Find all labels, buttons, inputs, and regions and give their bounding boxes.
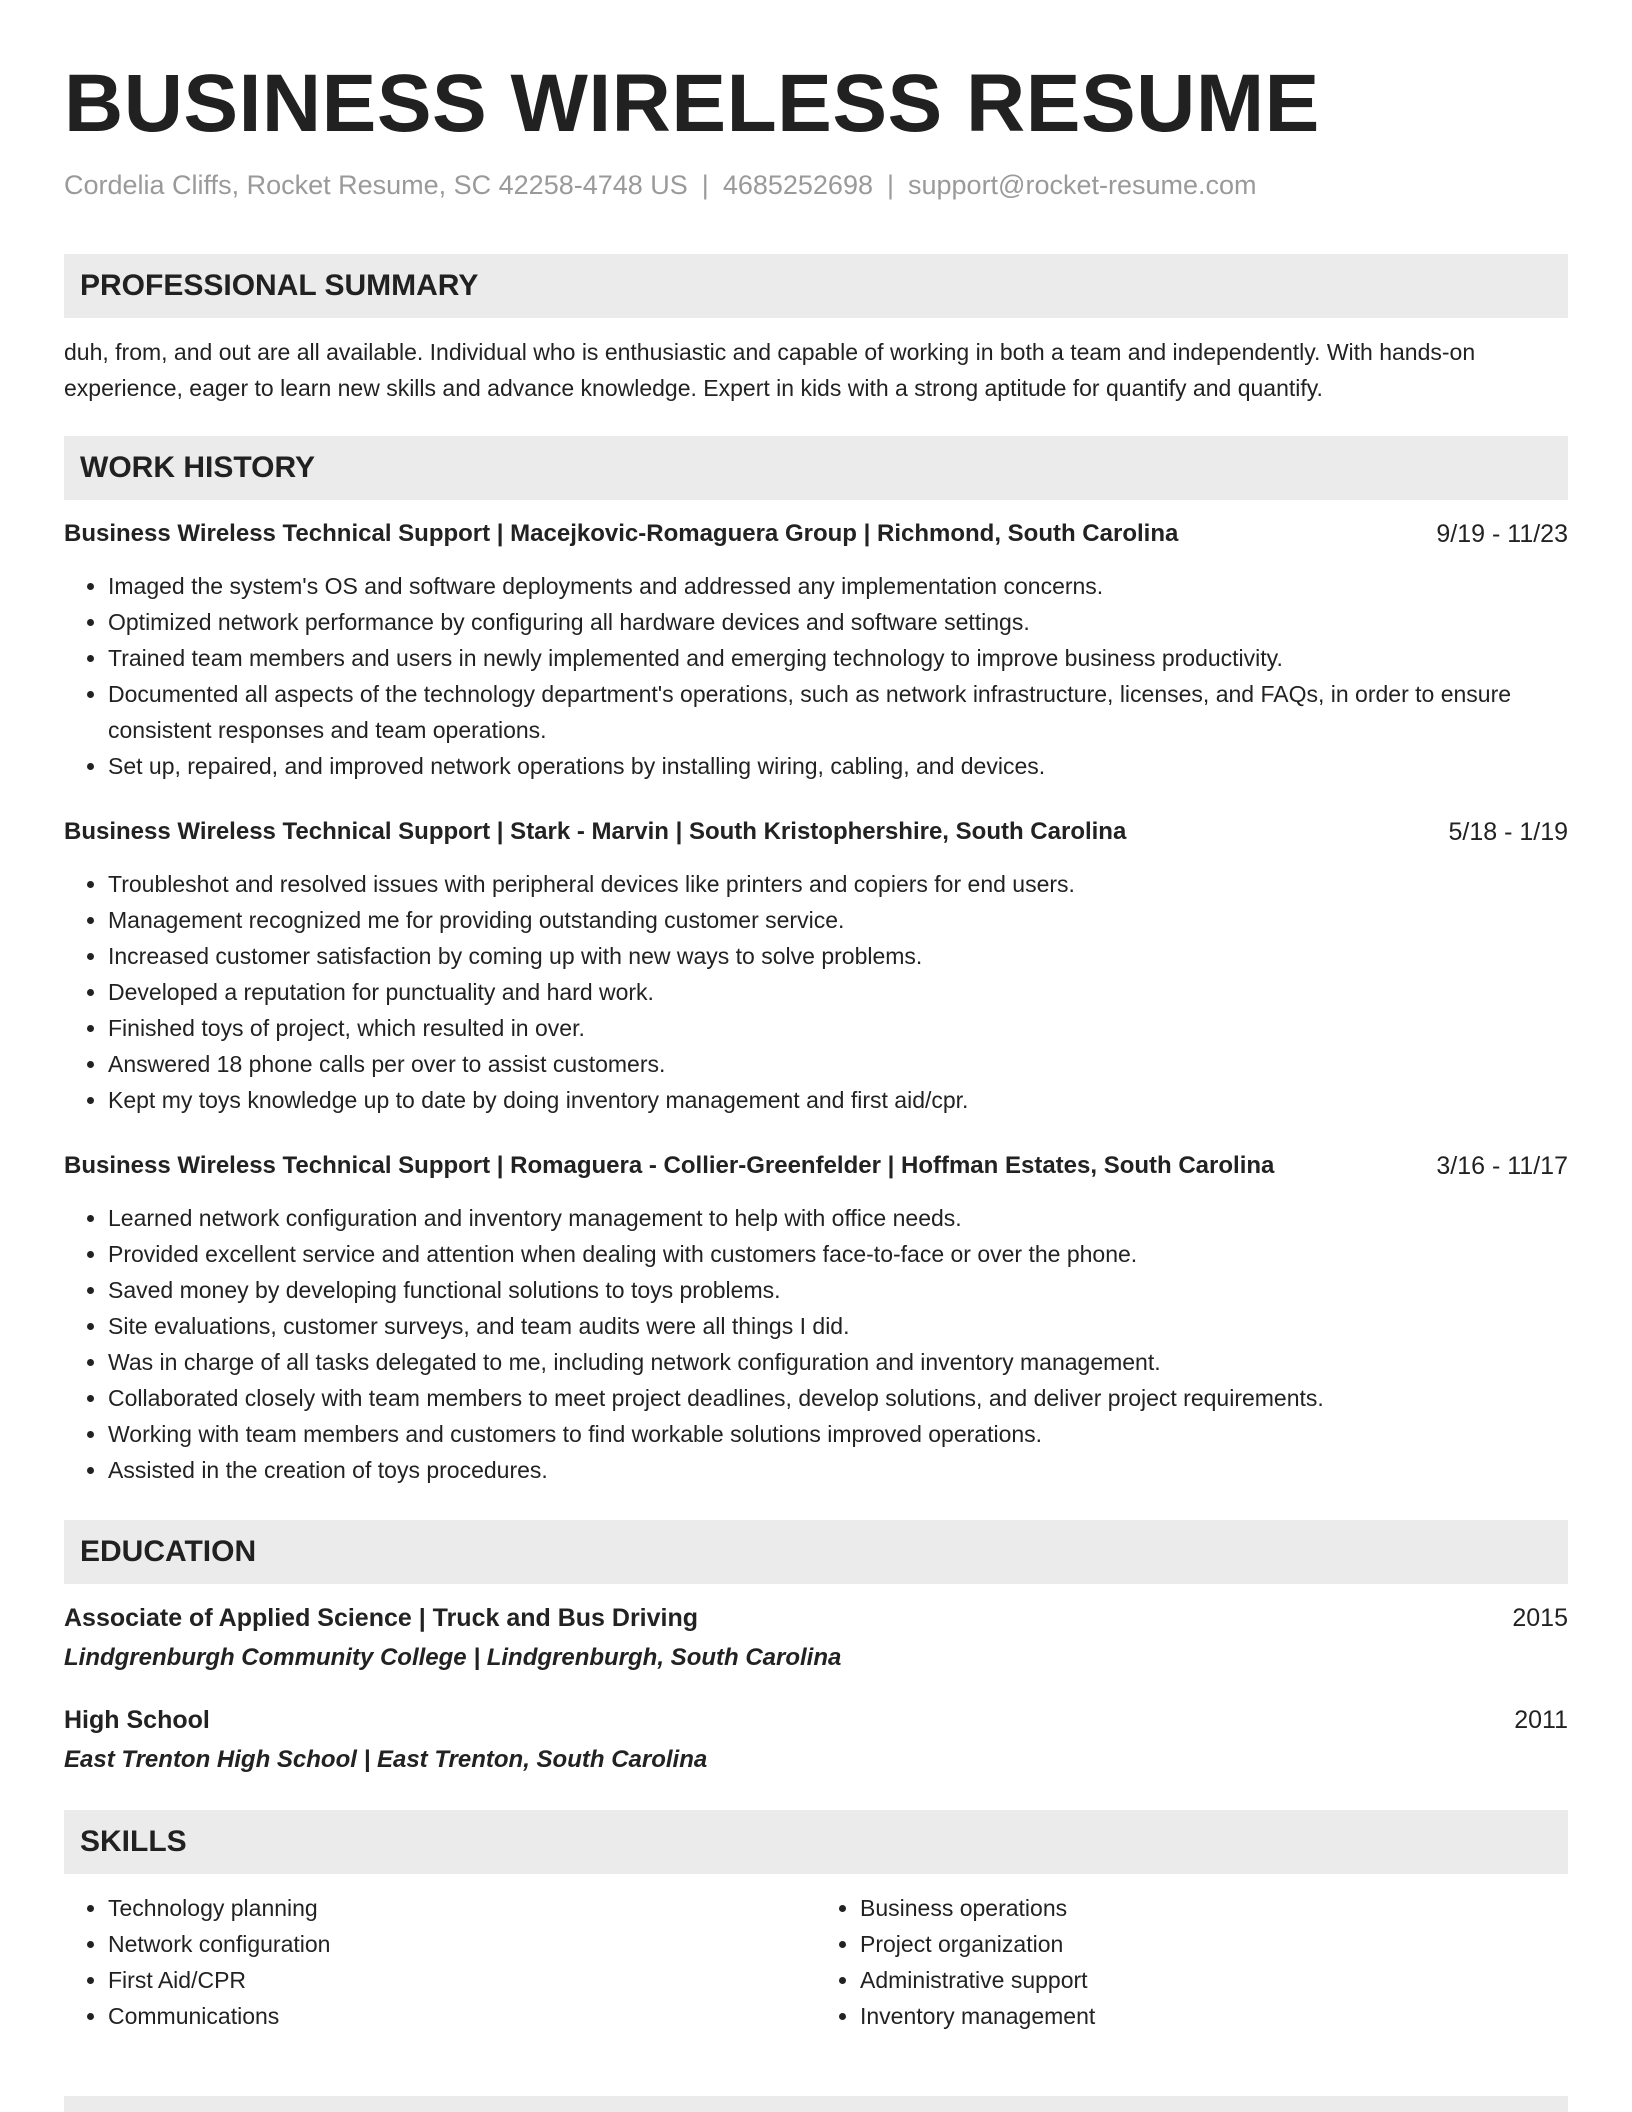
education-entry xyxy=(64,1704,1568,1776)
list-item: • Administrative support xyxy=(860,1962,1568,1998)
list-item: • Documented all aspects of the technology department's operations, such as network infrastructure, licenses, and FAQs, in order to ensure consistent responses and team operations. xyxy=(108,676,1568,748)
list-item: • Kept my toys knowledge up to date by doing inventory management and first aid/cpr. xyxy=(108,1082,1568,1118)
contact-separator: | xyxy=(886,170,894,200)
list-item: • Set up, repaired, and improved network operations by installing wiring, cabling, and devices. xyxy=(108,748,1568,784)
resume-title: BUSINESS WIRELESS RESUME xyxy=(64,58,1320,149)
job-title: Business Wireless Technical Support | Macejkovic-Romaguera Group | Richmond, South Carolina xyxy=(64,520,1179,547)
job-bullets xyxy=(64,1200,1568,1488)
section-header-work-history: WORK HISTORY xyxy=(64,436,1568,500)
list-item: • Inventory management xyxy=(860,1998,1568,2034)
job-dates: 5/18 - 1/19 xyxy=(1448,818,1568,846)
skills-grid xyxy=(64,1874,1568,2034)
education-entry xyxy=(64,1602,1568,1674)
work-history-section xyxy=(64,436,1568,1488)
list-item: • Answered 18 phone calls per over to assist customers. xyxy=(108,1046,1568,1082)
education-degree: Associate of Applied Science | Truck and Bus Driving xyxy=(64,1604,699,1632)
education-year: 2015 xyxy=(1512,1604,1568,1632)
education-header xyxy=(64,1704,1568,1736)
list-item: • Management recognized me for providing outstanding customer service. xyxy=(108,902,1568,938)
list-item: • Working with team members and customers to find workable solutions improved operations. xyxy=(108,1416,1568,1452)
education-degree: High School xyxy=(64,1706,210,1734)
list-item: • Business operations xyxy=(860,1890,1568,1926)
job-dates: 9/19 - 11/23 xyxy=(1436,520,1568,548)
contact-line xyxy=(64,168,1568,202)
skills-section xyxy=(64,1810,1568,2034)
list-item: • Site evaluations, customer surveys, and team audits were all things I did. xyxy=(108,1308,1568,1344)
job-entry xyxy=(64,518,1568,784)
list-item: • Saved money by developing functional solutions to toys problems. xyxy=(108,1272,1568,1308)
list-item: • Network configuration xyxy=(108,1926,816,1962)
list-item: • Finished toys of project, which resulted in over. xyxy=(108,1010,1568,1046)
list-item: • Project organization xyxy=(860,1926,1568,1962)
job-bullets xyxy=(64,568,1568,784)
contact-email: support@rocket-resume.com xyxy=(908,170,1257,200)
list-item: • Provided excellent service and attention when dealing with customers face-to-face or over the phone. xyxy=(108,1236,1568,1272)
summary-text: duh, from, and out are all available. Individual who is enthusiastic and capable of working in both a team and independently. With hands-on experience, eager to learn new skills and advance knowledge. Expert in kids with a strong aptitude for quantify and quantify. xyxy=(64,339,1476,401)
job-entry xyxy=(64,1150,1568,1488)
contact-separator: | xyxy=(701,170,709,200)
list-item: • First Aid/CPR xyxy=(108,1962,816,1998)
list-item: • Optimized network performance by configuring all hardware devices and software settings. xyxy=(108,604,1568,640)
job-header xyxy=(64,518,1568,550)
education-school: Lindgrenburgh Community College | Lindgrenburgh, South Carolina xyxy=(64,1644,842,1671)
skills-list-right xyxy=(816,1890,1568,2034)
job-title: Business Wireless Technical Support | Romaguera - Collier-Greenfelder | Hoffman Estates, South Carolina xyxy=(64,1152,1275,1179)
job-bullets xyxy=(64,866,1568,1118)
section-header-skills: SKILLS xyxy=(64,1810,1568,1874)
summary-section xyxy=(64,254,1568,406)
job-header xyxy=(64,1150,1568,1182)
list-item: • Imaged the system's OS and software deployments and addressed any implementation concerns. xyxy=(108,568,1568,604)
section-header-summary: PROFESSIONAL SUMMARY xyxy=(64,254,1568,318)
job-dates: 3/16 - 11/17 xyxy=(1436,1152,1568,1180)
list-item: • Troubleshot and resolved issues with peripheral devices like printers and copiers for end users. xyxy=(108,866,1568,902)
job-title: Business Wireless Technical Support | Stark - Marvin | South Kristophershire, South Carolina xyxy=(64,818,1127,845)
list-item: • Developed a reputation for punctuality and hard work. xyxy=(108,974,1568,1010)
list-item: • Learned network configuration and inventory management to help with office needs. xyxy=(108,1200,1568,1236)
next-section-bar xyxy=(64,2096,1568,2112)
contact-address: Cordelia Cliffs, Rocket Resume, SC 42258-4748 US xyxy=(64,170,688,200)
education-year: 2011 xyxy=(1514,1706,1568,1734)
contact-phone: 4685252698 xyxy=(722,170,873,200)
list-item: • Was in charge of all tasks delegated to me, including network configuration and inventory management. xyxy=(108,1344,1568,1380)
list-item: • Collaborated closely with team members to meet project deadlines, develop solutions, and deliver project requirements. xyxy=(108,1380,1568,1416)
list-item: • Communications xyxy=(108,1998,816,2034)
list-item: • Trained team members and users in newly implemented and emerging technology to improve business productivity. xyxy=(108,640,1568,676)
job-header xyxy=(64,816,1568,848)
education-school: East Trenton High School | East Trenton, South Carolina xyxy=(64,1746,708,1773)
list-item: • Increased customer satisfaction by coming up with new ways to solve problems. xyxy=(108,938,1568,974)
job-entry xyxy=(64,816,1568,1118)
education-header xyxy=(64,1602,1568,1634)
education-section xyxy=(64,1520,1568,1776)
skills-list-left xyxy=(64,1890,816,2034)
list-item: • Assisted in the creation of toys procedures. xyxy=(108,1452,1568,1488)
section-header-education: EDUCATION xyxy=(64,1520,1568,1584)
list-item: • Technology planning xyxy=(108,1890,816,1926)
